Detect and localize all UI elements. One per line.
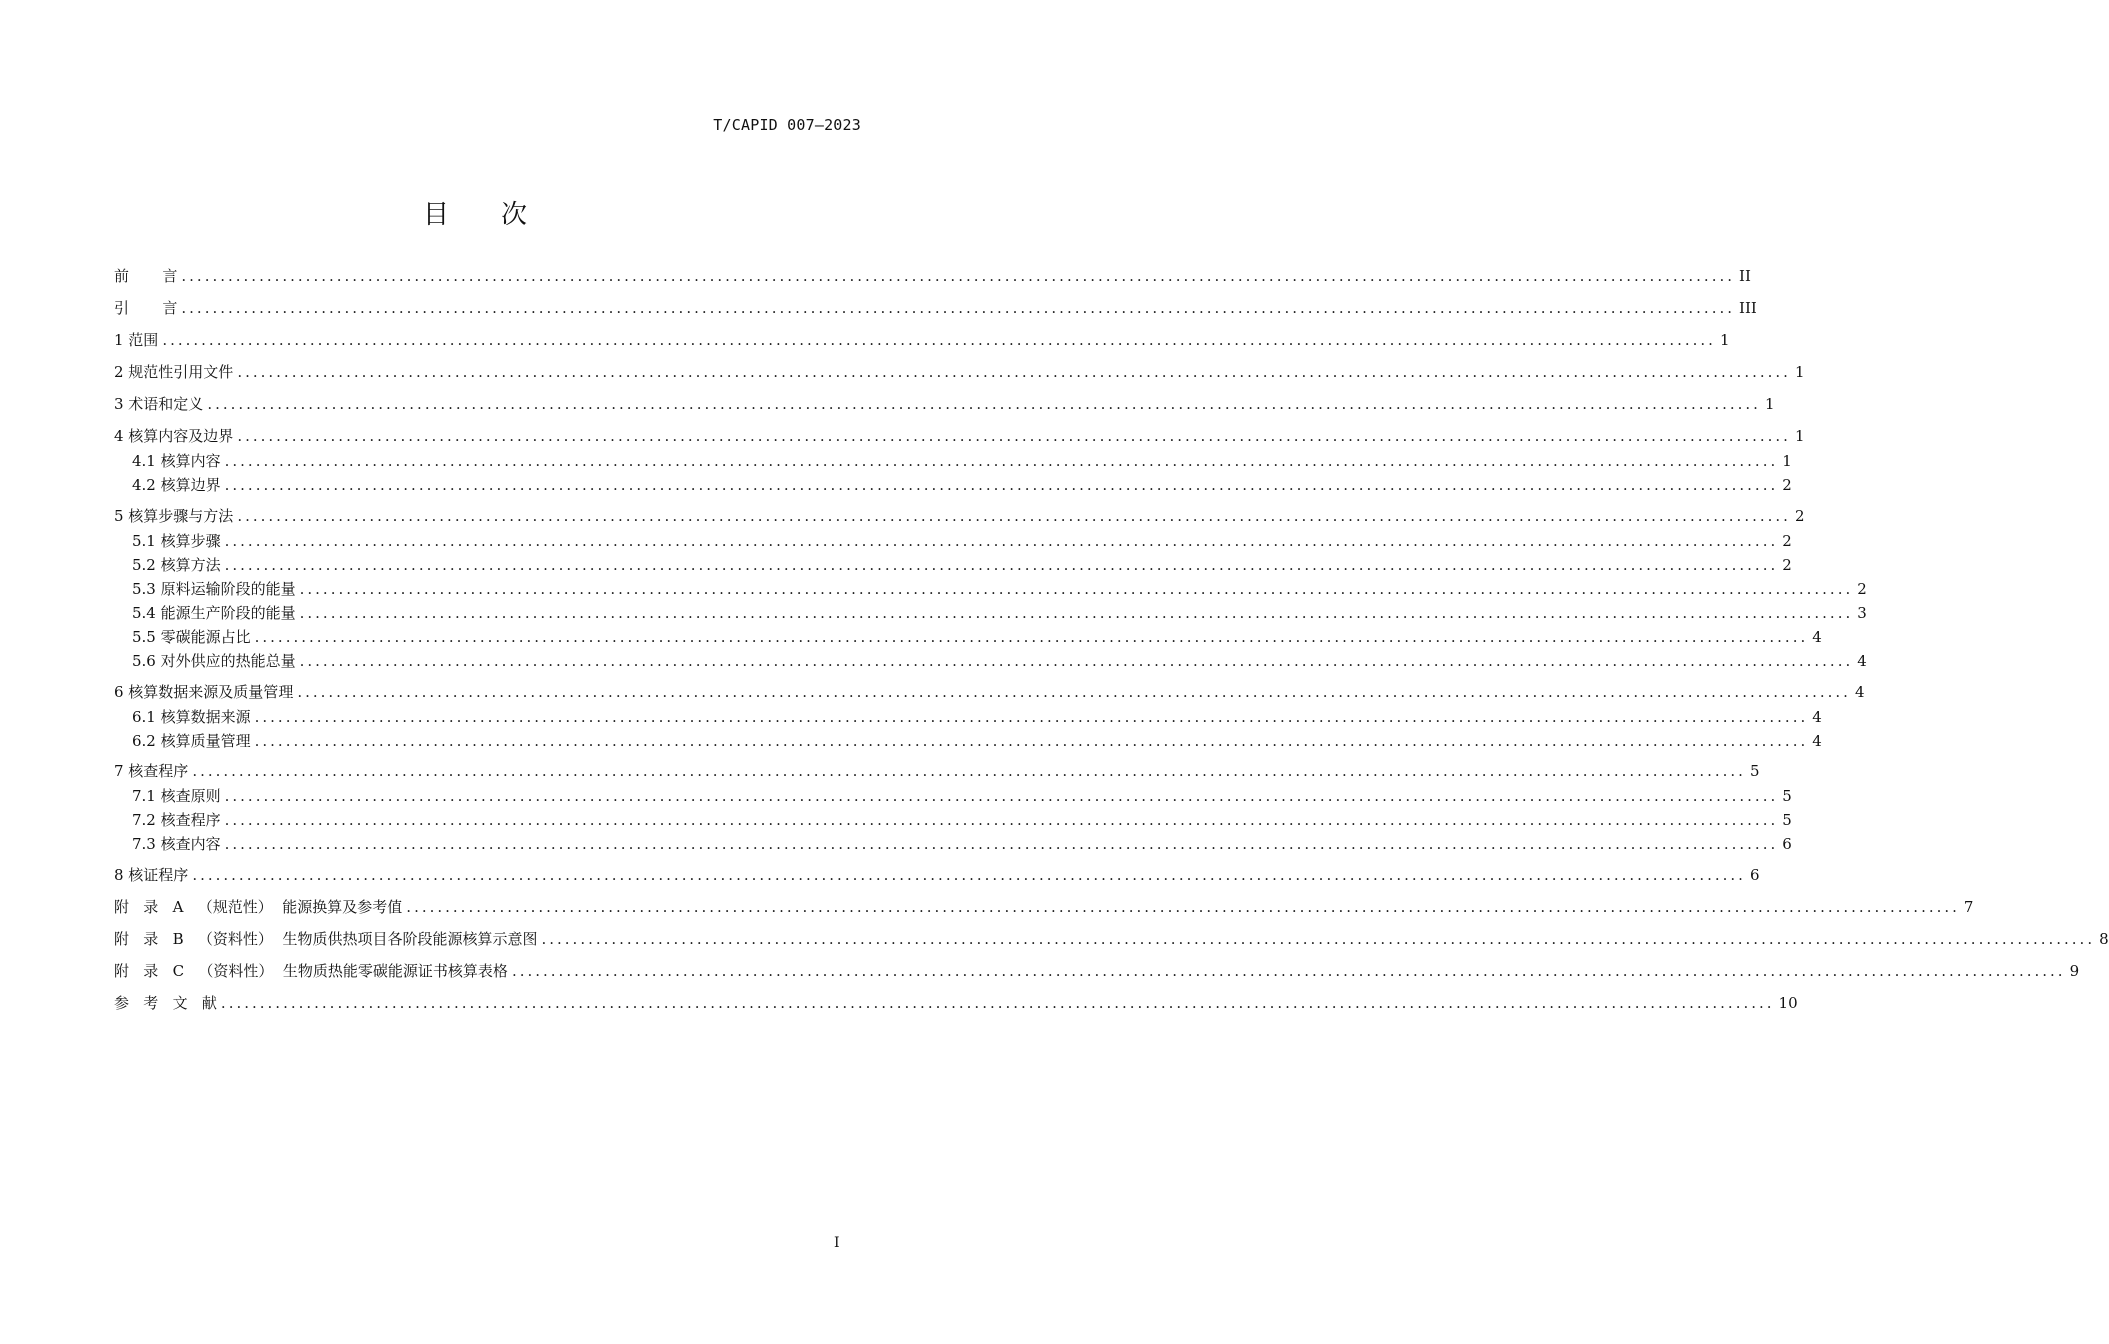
toc-entry[interactable] bbox=[114, 727, 1822, 751]
toc-entry[interactable] bbox=[114, 925, 2109, 949]
toc-leader-dots: ........................................................................................................................................................................................................ bbox=[254, 628, 1809, 646]
toc-entry-page: 8 bbox=[2099, 930, 2109, 948]
toc-leader-dots: ........................................................................................................................................................................................................ bbox=[224, 556, 1779, 574]
toc-leader-dots: ........................................................................................................................................................................................................ bbox=[224, 835, 1779, 853]
toc-entry-page: III bbox=[1739, 299, 1757, 317]
toc-entry-label: 参 考 文 献 bbox=[114, 994, 217, 1012]
toc-leader-dots: ........................................................................................................................................................................................................ bbox=[237, 427, 1791, 445]
toc-leader-dots: ........................................................................................................................................................................................................ bbox=[162, 331, 1716, 349]
toc-entry-label: 前 言 bbox=[114, 267, 178, 285]
toc-entry-label: 5 核算步骤与方法 bbox=[114, 507, 234, 525]
toc-entry-label: 附 录 C （资料性） 生物质热能零碳能源证书核算表格 bbox=[114, 962, 508, 980]
toc-entry-label: 5.3 原料运输阶段的能量 bbox=[132, 580, 296, 598]
toc-entry-label: 6.2 核算质量管理 bbox=[132, 732, 251, 750]
toc-entry[interactable] bbox=[114, 502, 1805, 526]
toc-entry[interactable] bbox=[114, 390, 1775, 414]
toc-entry-label: 5.5 零碳能源占比 bbox=[132, 628, 251, 646]
toc-entry[interactable] bbox=[114, 782, 1792, 806]
toc-entry-page: 2 bbox=[1782, 532, 1792, 550]
toc-entry-label: 7.2 核查程序 bbox=[132, 811, 221, 829]
toc-leader-dots: ........................................................................................................................................................................................................ bbox=[254, 708, 1809, 726]
toc-entry-label: 附 录 B （资料性） 生物质供热项目各阶段能源核算示意图 bbox=[114, 930, 538, 948]
toc-entry-label: 引 言 bbox=[114, 299, 178, 317]
toc-entry-label: 3 术语和定义 bbox=[114, 395, 204, 413]
toc-leader-dots: ........................................................................................................................................................................................................ bbox=[541, 930, 2096, 948]
toc-entry-page: 4 bbox=[1812, 732, 1822, 750]
toc-entry-page: 2 bbox=[1794, 507, 1805, 525]
toc-entry-page: 2 bbox=[1857, 580, 1867, 598]
toc-entry[interactable] bbox=[114, 757, 1760, 781]
toc-entry-page: 3 bbox=[1857, 604, 1867, 622]
toc-entry-page: 5 bbox=[1782, 811, 1792, 829]
toc-leader-dots: ........................................................................................................................................................................................................ bbox=[237, 507, 1791, 525]
toc-entry-label: 4.2 核算边界 bbox=[132, 476, 221, 494]
toc-entry-page: 2 bbox=[1782, 556, 1792, 574]
toc-entry-label: 8 核证程序 bbox=[114, 866, 189, 884]
toc-leader-dots: ........................................................................................................................................................................................................ bbox=[299, 652, 1854, 670]
toc-entry-page: 4 bbox=[1857, 652, 1867, 670]
toc-leader-dots: ........................................................................................................................................................................................................ bbox=[207, 395, 1761, 413]
toc-leader-dots: ........................................................................................................................................................................................................ bbox=[220, 994, 1775, 1012]
toc-entry[interactable] bbox=[114, 422, 1805, 446]
toc-entry-page: 6 bbox=[1749, 866, 1760, 884]
toc-entry[interactable] bbox=[114, 294, 1757, 318]
toc-entry[interactable] bbox=[114, 830, 1792, 854]
toc-entry[interactable] bbox=[114, 623, 1822, 647]
toc-entry[interactable] bbox=[114, 957, 2080, 981]
toc-entry[interactable] bbox=[114, 358, 1805, 382]
toc-leader-dots: ........................................................................................................................................................................................................ bbox=[224, 787, 1779, 805]
toc-entry-label: 7.1 核查原则 bbox=[132, 787, 221, 805]
toc-entry-label: 5.4 能源生产阶段的能量 bbox=[132, 604, 296, 622]
toc-entry-page: II bbox=[1739, 267, 1751, 285]
toc-entry[interactable] bbox=[114, 471, 1792, 495]
toc-leader-dots: ........................................................................................................................................................................................................ bbox=[254, 732, 1809, 750]
document-code: T/CAPID 007—2023 bbox=[713, 116, 861, 134]
toc-leader-dots: ........................................................................................................................................................................................................ bbox=[299, 580, 1854, 598]
toc-leader-dots: ........................................................................................................................................................................................................ bbox=[192, 866, 1746, 884]
toc-leader-dots: ........................................................................................................................................................................................................ bbox=[224, 452, 1779, 470]
toc-entry[interactable] bbox=[114, 893, 1974, 917]
toc-leader-dots: ........................................................................................................................................................................................................ bbox=[224, 476, 1779, 494]
page-title bbox=[0, 194, 950, 231]
toc-entry[interactable] bbox=[114, 989, 1798, 1013]
toc-leader-dots: ........................................................................................................................................................................................................ bbox=[181, 267, 1736, 285]
toc-entry-page: 2 bbox=[1782, 476, 1792, 494]
toc-entry[interactable] bbox=[114, 806, 1792, 830]
toc-entry[interactable] bbox=[114, 861, 1760, 885]
toc-leader-dots: ........................................................................................................................................................................................................ bbox=[237, 363, 1791, 381]
toc-entry-label: 1 范围 bbox=[114, 331, 159, 349]
toc-entry[interactable] bbox=[114, 447, 1792, 471]
toc-leader-dots: ........................................................................................................................................................................................................ bbox=[299, 604, 1854, 622]
toc-entry-label: 6 核算数据来源及质量管理 bbox=[114, 683, 294, 701]
toc-leader-dots: ........................................................................................................................................................................................................ bbox=[224, 532, 1779, 550]
toc-entry-page: 7 bbox=[1963, 898, 1974, 916]
toc-entry-label: 附 录 A （规范性） 能源换算及参考值 bbox=[114, 898, 403, 916]
toc-leader-dots: ........................................................................................................................................................................................................ bbox=[224, 811, 1779, 829]
toc-leader-dots: ........................................................................................................................................................................................................ bbox=[511, 962, 2066, 980]
toc-leader-dots: ........................................................................................................................................................................................................ bbox=[297, 683, 1851, 701]
toc-leader-dots: ........................................................................................................................................................................................................ bbox=[181, 299, 1736, 317]
toc-entry-page: 1 bbox=[1764, 395, 1775, 413]
title-char-2: 次 bbox=[501, 200, 528, 230]
toc-entry[interactable] bbox=[114, 527, 1792, 551]
toc-entry-page: 1 bbox=[1782, 452, 1792, 470]
toc-entry[interactable] bbox=[114, 647, 1867, 671]
toc-entry[interactable] bbox=[114, 262, 1751, 286]
toc-entry-label: 5.1 核算步骤 bbox=[132, 532, 221, 550]
toc-entry-label: 5.2 核算方法 bbox=[132, 556, 221, 574]
toc-entry[interactable] bbox=[114, 703, 1822, 727]
toc-entry-label: 7 核查程序 bbox=[114, 762, 189, 780]
toc-entry[interactable] bbox=[114, 575, 1867, 599]
toc-entry-label: 7.3 核查内容 bbox=[132, 835, 221, 853]
toc-entry-page: 5 bbox=[1749, 762, 1760, 780]
toc-entry[interactable] bbox=[114, 326, 1730, 350]
toc-entry-page: 1 bbox=[1794, 363, 1805, 381]
toc-entry-label: 6.1 核算数据来源 bbox=[132, 708, 251, 726]
toc-entry[interactable] bbox=[114, 678, 1865, 702]
footer-page-number: I bbox=[834, 1235, 840, 1251]
toc-entry-page: 6 bbox=[1782, 835, 1792, 853]
toc-entry-page: 4 bbox=[1812, 708, 1822, 726]
toc-leader-dots: ........................................................................................................................................................................................................ bbox=[406, 898, 1960, 916]
toc-entry-page: 4 bbox=[1812, 628, 1822, 646]
toc-entry-page: 10 bbox=[1778, 994, 1798, 1012]
toc-entry-page: 1 bbox=[1794, 427, 1805, 445]
toc-entry-label: 4.1 核算内容 bbox=[132, 452, 221, 470]
toc-entry[interactable] bbox=[114, 551, 1792, 575]
toc-entry-page: 5 bbox=[1782, 787, 1792, 805]
toc-entry[interactable] bbox=[114, 599, 1867, 623]
toc-entry-page: 9 bbox=[2069, 962, 2080, 980]
toc-entry-label: 4 核算内容及边界 bbox=[114, 427, 234, 445]
toc-entry-page: 4 bbox=[1854, 683, 1865, 701]
title-char-1: 目 bbox=[422, 200, 449, 230]
toc-entry-label: 5.6 对外供应的热能总量 bbox=[132, 652, 296, 670]
toc-entry-page: 1 bbox=[1719, 331, 1730, 349]
toc-entry-label: 2 规范性引用文件 bbox=[114, 363, 234, 381]
toc-leader-dots: ........................................................................................................................................................................................................ bbox=[192, 762, 1746, 780]
